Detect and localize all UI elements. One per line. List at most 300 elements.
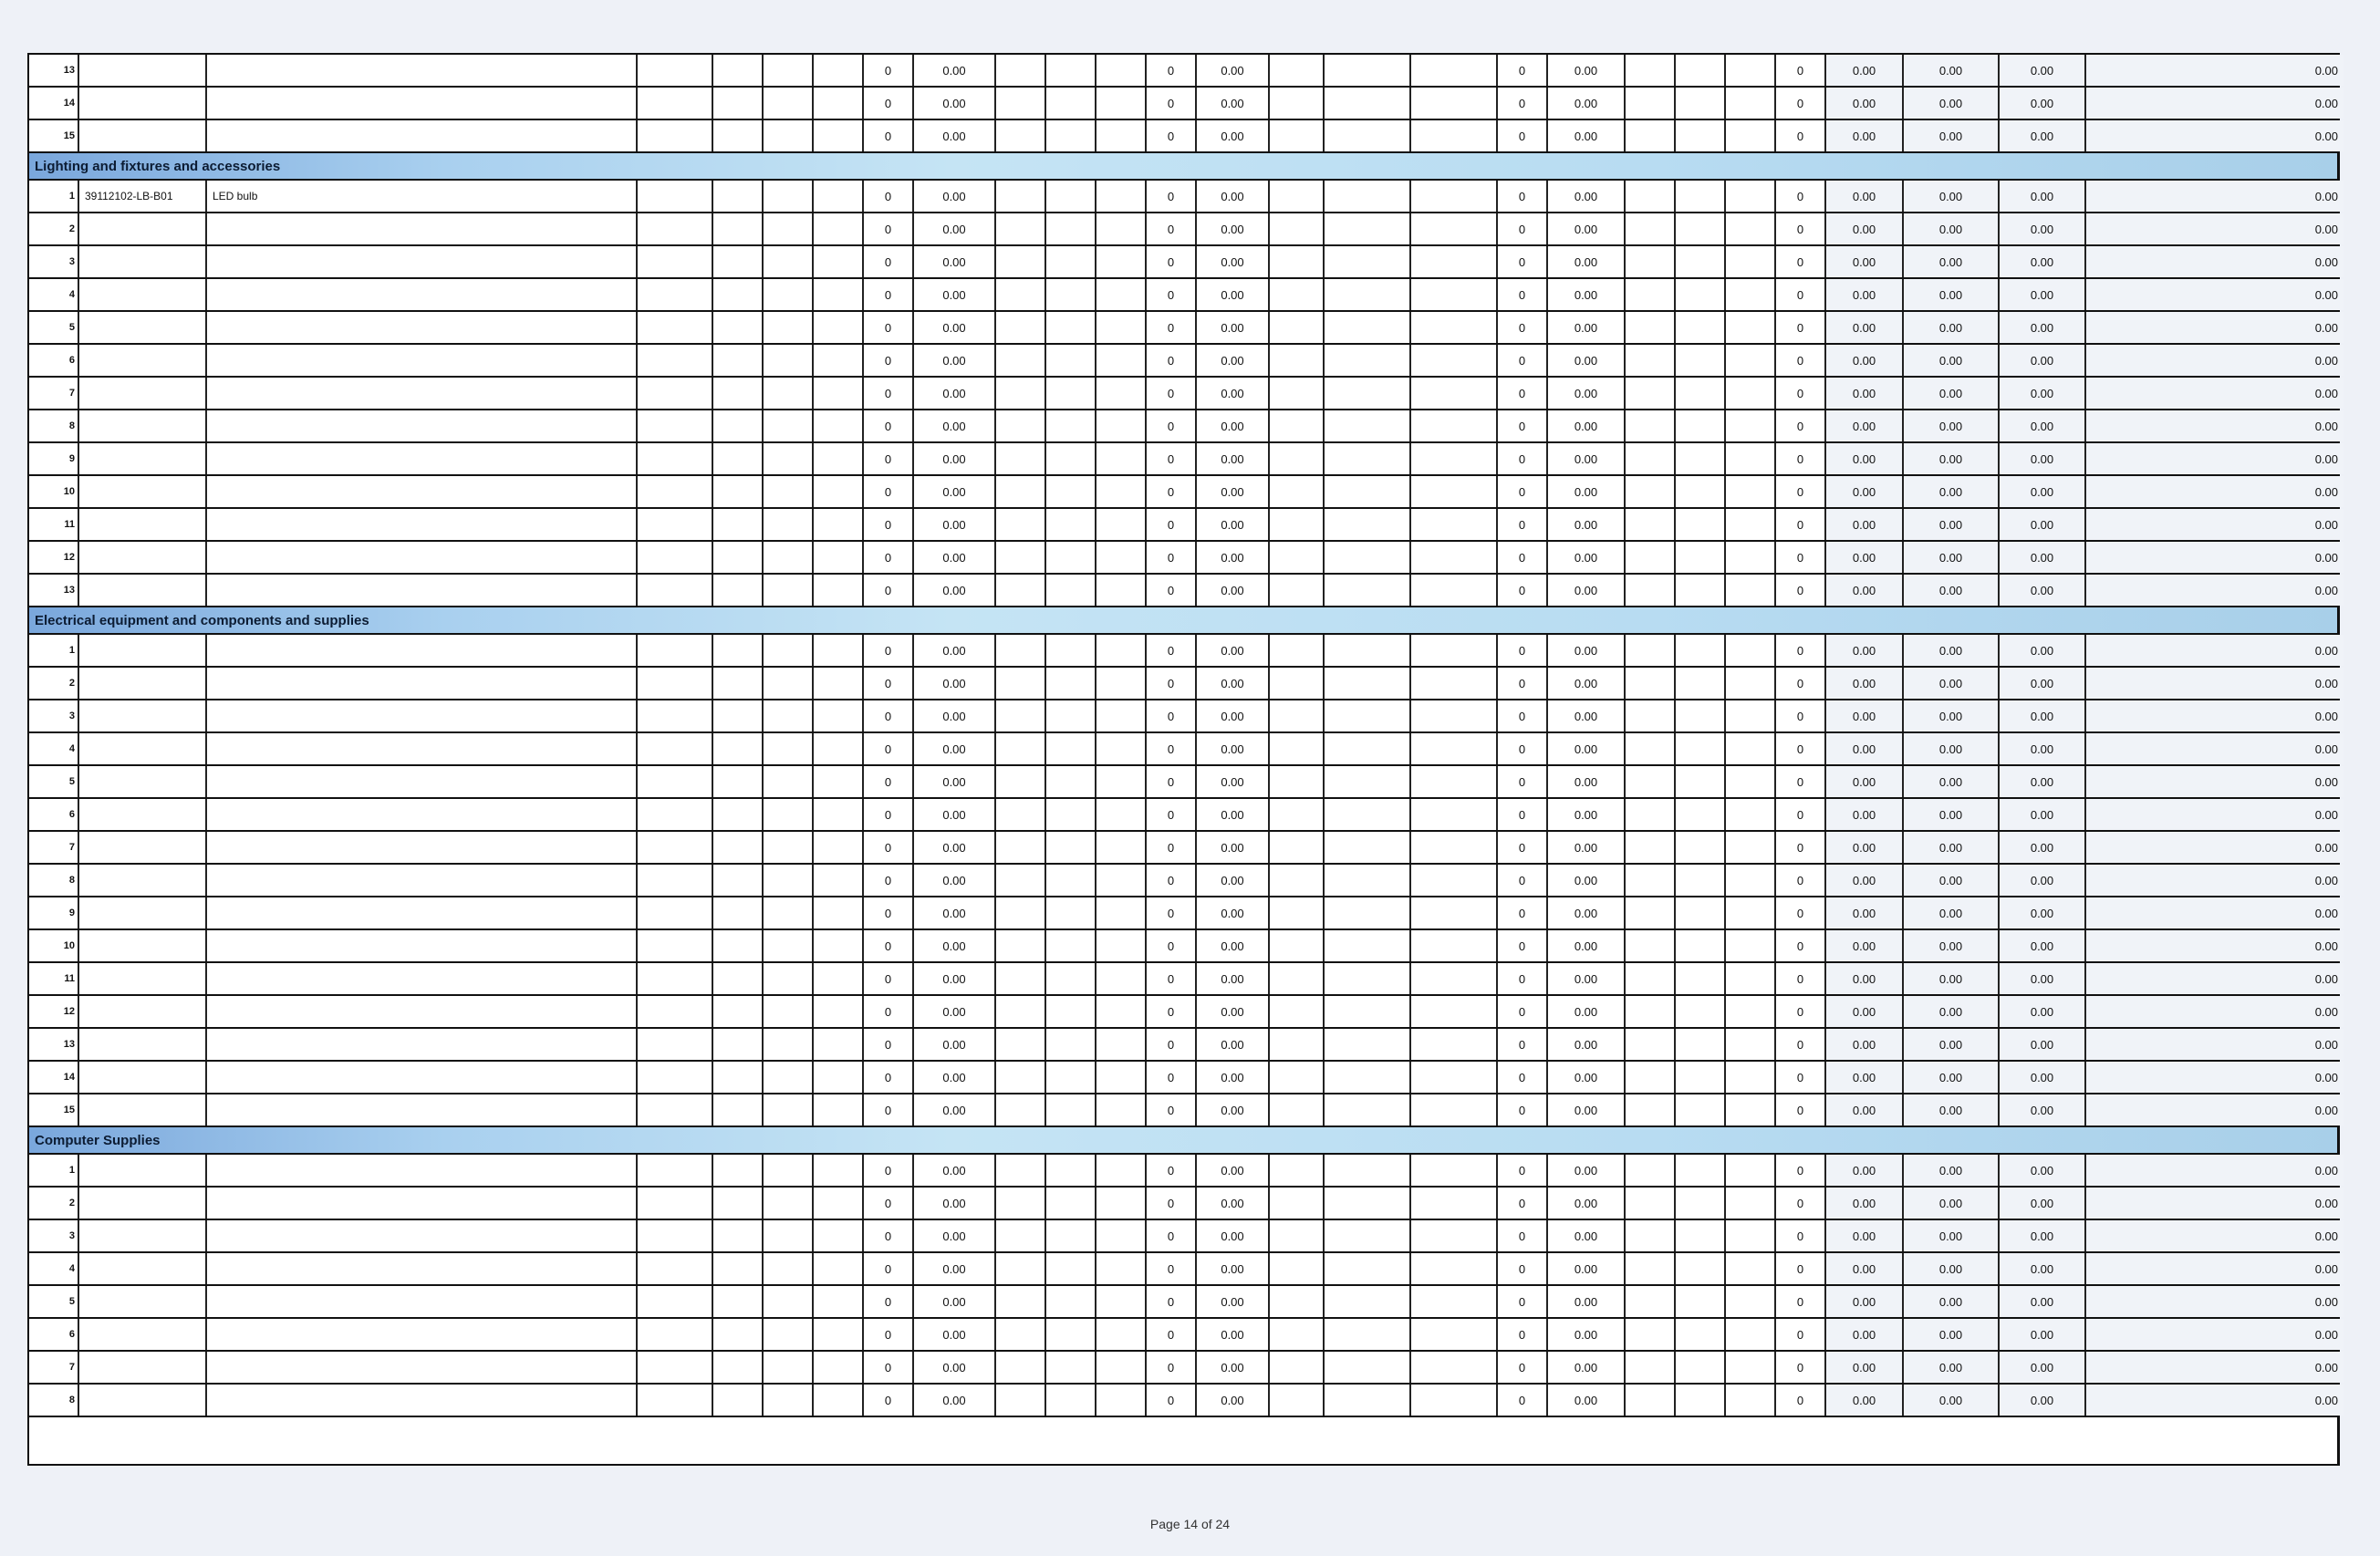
table-row (29, 1062, 2337, 1094)
blank-cell (1726, 865, 1776, 896)
blank-cell (1411, 246, 1498, 277)
blank-cell (1096, 378, 1147, 409)
blank-cell (1270, 443, 1325, 474)
qty-q1-cell: 0 (864, 279, 914, 310)
blank-cell (1411, 668, 1498, 699)
row-number: 7 (29, 1352, 79, 1383)
price-cell (713, 120, 764, 151)
blank-cell (1676, 181, 1726, 212)
blank-cell (764, 312, 814, 343)
blank-cell (764, 766, 814, 797)
blank-cell (1270, 1352, 1325, 1383)
blank-cell (1096, 476, 1147, 507)
total-amount-cell: 0.00 (2000, 766, 2086, 797)
qty-q2-cell: 0 (1147, 1220, 1197, 1251)
amount-q1-cell: 0.00 (914, 575, 996, 606)
blank-cell (764, 1188, 814, 1219)
amount-q1-cell: 0.00 (914, 700, 996, 731)
amount-q3-cell: 0.00 (1548, 1352, 1626, 1383)
qty-q1-cell: 0 (864, 1029, 914, 1060)
unit-cell (638, 1286, 713, 1317)
blank-cell (996, 312, 1046, 343)
blank-cell (814, 1029, 864, 1060)
blank-cell (1676, 897, 1726, 928)
item-description (207, 1155, 638, 1186)
blank-cell (1096, 1253, 1147, 1284)
qty-q1-cell: 0 (864, 476, 914, 507)
blank-cell (1411, 378, 1498, 409)
blank-cell (1325, 181, 1411, 212)
qty-q2-cell: 0 (1147, 476, 1197, 507)
blank-cell (1726, 1319, 1776, 1350)
amount-q4-cell: 0.00 (1826, 668, 1904, 699)
blank-cell (1626, 509, 1676, 540)
qty-q1-cell: 0 (864, 1385, 914, 1416)
amount-q4-cell: 0.00 (1826, 213, 1904, 244)
blank-cell (996, 1094, 1046, 1126)
item-code (79, 865, 207, 896)
qty-q2-cell: 0 (1147, 55, 1197, 86)
blank-cell (1626, 1286, 1676, 1317)
item-code (79, 1029, 207, 1060)
amount-q3-cell: 0.00 (1548, 181, 1626, 212)
qty-q3-cell: 0 (1498, 542, 1548, 573)
blank-cell (764, 410, 814, 441)
amount-q3-cell: 0.00 (1548, 799, 1626, 830)
amount-q4-cell: 0.00 (1826, 930, 1904, 961)
blank-cell (764, 120, 814, 151)
total-amount-cell: 0.00 (2000, 1094, 2086, 1126)
qty-q2-cell: 0 (1147, 246, 1197, 277)
row-number: 11 (29, 963, 79, 994)
blank-cell (996, 378, 1046, 409)
price-cell (713, 996, 764, 1027)
blank-cell (1626, 1253, 1676, 1284)
table-row (29, 246, 2337, 279)
item-description (207, 246, 638, 277)
qty-q1-cell: 0 (864, 120, 914, 151)
blank-cell (1676, 213, 1726, 244)
blank-cell (1676, 963, 1726, 994)
grand-total-cell: 0.00 (2086, 443, 2344, 474)
amount-q1-cell: 0.00 (914, 1253, 996, 1284)
blank-cell (996, 1286, 1046, 1317)
amount-q1-cell: 0.00 (914, 963, 996, 994)
row-number: 1 (29, 635, 79, 666)
qty-q4-cell: 0 (1776, 799, 1826, 830)
qty-q1-cell: 0 (864, 181, 914, 212)
amount-q3-cell: 0.00 (1548, 700, 1626, 731)
amount-q2-cell: 0.00 (1197, 1094, 1270, 1126)
qty-q4-cell: 0 (1776, 1319, 1826, 1350)
blank-cell (1046, 88, 1096, 119)
amount-q4-cell: 0.00 (1826, 865, 1904, 896)
blank-cell (1046, 668, 1096, 699)
blank-cell (1096, 1155, 1147, 1186)
blank-cell (1626, 1319, 1676, 1350)
table-row (29, 1319, 2337, 1352)
qty-q4-cell: 0 (1776, 88, 1826, 119)
qty-q1-cell: 0 (864, 410, 914, 441)
total-amount-cell: 0.00 (2000, 55, 2086, 86)
blank-cell (1411, 55, 1498, 86)
blank-cell (1676, 55, 1726, 86)
blank-cell (1325, 55, 1411, 86)
blank-cell (996, 213, 1046, 244)
qty-q1-cell: 0 (864, 700, 914, 731)
qty-q3-cell: 0 (1498, 575, 1548, 606)
total-qty-cell: 0.00 (1904, 1155, 2000, 1186)
row-number: 5 (29, 1286, 79, 1317)
total-amount-cell: 0.00 (2000, 1155, 2086, 1186)
item-code (79, 635, 207, 666)
blank-cell (814, 213, 864, 244)
price-cell (713, 865, 764, 896)
blank-cell (1676, 246, 1726, 277)
blank-cell (996, 246, 1046, 277)
qty-q1-cell: 0 (864, 766, 914, 797)
total-qty-cell: 0.00 (1904, 345, 2000, 376)
grand-total-cell: 0.00 (2086, 181, 2344, 212)
total-amount-cell: 0.00 (2000, 1253, 2086, 1284)
amount-q2-cell: 0.00 (1197, 1188, 1270, 1219)
qty-q4-cell: 0 (1776, 575, 1826, 606)
total-qty-cell: 0.00 (1904, 668, 2000, 699)
amount-q3-cell: 0.00 (1548, 509, 1626, 540)
qty-q4-cell: 0 (1776, 1029, 1826, 1060)
blank-cell (1096, 1385, 1147, 1416)
blank-cell (1676, 1319, 1726, 1350)
row-number: 14 (29, 88, 79, 119)
grand-total-cell: 0.00 (2086, 930, 2344, 961)
row-number: 7 (29, 378, 79, 409)
amount-q2-cell: 0.00 (1197, 246, 1270, 277)
blank-cell (814, 1220, 864, 1251)
unit-cell (638, 733, 713, 764)
blank-cell (1726, 575, 1776, 606)
item-description: LED bulb (207, 181, 638, 212)
price-cell (713, 1319, 764, 1350)
row-number: 2 (29, 213, 79, 244)
amount-q1-cell: 0.00 (914, 1062, 996, 1093)
blank-cell (996, 733, 1046, 764)
blank-cell (1411, 312, 1498, 343)
price-cell (713, 443, 764, 474)
blank-cell (996, 700, 1046, 731)
table-row (29, 897, 2337, 930)
total-qty-cell: 0.00 (1904, 1029, 2000, 1060)
blank-cell (1270, 575, 1325, 606)
blank-cell (996, 410, 1046, 441)
row-number: 2 (29, 1188, 79, 1219)
blank-cell (1325, 1155, 1411, 1186)
unit-cell (638, 246, 713, 277)
blank-cell (1626, 246, 1676, 277)
qty-q1-cell: 0 (864, 668, 914, 699)
qty-q2-cell: 0 (1147, 378, 1197, 409)
blank-cell (814, 1253, 864, 1284)
blank-cell (1270, 55, 1325, 86)
amount-q4-cell: 0.00 (1826, 279, 1904, 310)
blank-cell (1270, 1188, 1325, 1219)
price-cell (713, 476, 764, 507)
blank-cell (764, 865, 814, 896)
blank-cell (1626, 930, 1676, 961)
blank-cell (1676, 635, 1726, 666)
qty-q4-cell: 0 (1776, 410, 1826, 441)
blank-cell (1411, 1062, 1498, 1093)
blank-cell (1096, 1352, 1147, 1383)
blank-cell (1325, 897, 1411, 928)
qty-q4-cell: 0 (1776, 1094, 1826, 1126)
item-code (79, 700, 207, 731)
blank-cell (1726, 1220, 1776, 1251)
blank-cell (1270, 213, 1325, 244)
qty-q3-cell: 0 (1498, 1220, 1548, 1251)
section-title: Electrical equipment and components and supplies (35, 612, 369, 628)
blank-cell (1411, 213, 1498, 244)
item-code (79, 55, 207, 86)
blank-cell (814, 963, 864, 994)
blank-cell (1626, 476, 1676, 507)
amount-q2-cell: 0.00 (1197, 312, 1270, 343)
total-qty-cell: 0.00 (1904, 1352, 2000, 1383)
blank-cell (996, 897, 1046, 928)
blank-cell (1626, 897, 1676, 928)
blank-cell (996, 1253, 1046, 1284)
amount-q2-cell: 0.00 (1197, 345, 1270, 376)
blank-cell (1096, 345, 1147, 376)
blank-cell (1046, 700, 1096, 731)
qty-q1-cell: 0 (864, 443, 914, 474)
blank-cell (1096, 55, 1147, 86)
item-description (207, 1253, 638, 1284)
item-code (79, 832, 207, 863)
blank-cell (1046, 55, 1096, 86)
grand-total-cell: 0.00 (2086, 476, 2344, 507)
qty-q4-cell: 0 (1776, 733, 1826, 764)
qty-q4-cell: 0 (1776, 181, 1826, 212)
blank-cell (814, 1188, 864, 1219)
blank-cell (1096, 1220, 1147, 1251)
table-row (29, 996, 2337, 1029)
blank-cell (814, 88, 864, 119)
amount-q2-cell: 0.00 (1197, 410, 1270, 441)
unit-cell (638, 120, 713, 151)
qty-q1-cell: 0 (864, 1220, 914, 1251)
blank-cell (1411, 963, 1498, 994)
qty-q3-cell: 0 (1498, 865, 1548, 896)
page-footer: Page 14 of 24 (1149, 1517, 1231, 1531)
qty-q3-cell: 0 (1498, 120, 1548, 151)
price-cell (713, 312, 764, 343)
amount-q1-cell: 0.00 (914, 312, 996, 343)
qty-q2-cell: 0 (1147, 1352, 1197, 1383)
blank-cell (1676, 575, 1726, 606)
amount-q3-cell: 0.00 (1548, 443, 1626, 474)
blank-cell (1726, 1029, 1776, 1060)
blank-cell (1411, 1319, 1498, 1350)
blank-cell (1726, 963, 1776, 994)
total-amount-cell: 0.00 (2000, 542, 2086, 573)
blank-cell (1096, 88, 1147, 119)
qty-q4-cell: 0 (1776, 1286, 1826, 1317)
qty-q2-cell: 0 (1147, 1155, 1197, 1186)
blank-cell (1046, 1029, 1096, 1060)
blank-cell (1676, 1352, 1726, 1383)
blank-cell (1270, 279, 1325, 310)
blank-cell (1411, 832, 1498, 863)
blank-cell (1676, 865, 1726, 896)
total-qty-cell: 0.00 (1904, 1385, 2000, 1416)
total-amount-cell: 0.00 (2000, 476, 2086, 507)
qty-q4-cell: 0 (1776, 1062, 1826, 1093)
blank-cell (996, 542, 1046, 573)
blank-cell (814, 799, 864, 830)
amount-q1-cell: 0.00 (914, 832, 996, 863)
table-row (29, 1155, 2337, 1188)
amount-q4-cell: 0.00 (1826, 1385, 1904, 1416)
row-number: 13 (29, 575, 79, 606)
amount-q1-cell: 0.00 (914, 476, 996, 507)
total-qty-cell: 0.00 (1904, 897, 2000, 928)
blank-cell (814, 668, 864, 699)
amount-q2-cell: 0.00 (1197, 1352, 1270, 1383)
blank-cell (1270, 542, 1325, 573)
item-description (207, 700, 638, 731)
amount-q1-cell: 0.00 (914, 213, 996, 244)
total-qty-cell: 0.00 (1904, 120, 2000, 151)
item-description (207, 1352, 638, 1383)
qty-q1-cell: 0 (864, 635, 914, 666)
grand-total-cell: 0.00 (2086, 799, 2344, 830)
unit-cell (638, 1220, 713, 1251)
qty-q4-cell: 0 (1776, 1253, 1826, 1284)
total-amount-cell: 0.00 (2000, 410, 2086, 441)
item-description (207, 1220, 638, 1251)
item-code (79, 799, 207, 830)
grand-total-cell: 0.00 (2086, 865, 2344, 896)
blank-cell (1270, 1253, 1325, 1284)
item-code (79, 963, 207, 994)
total-amount-cell: 0.00 (2000, 1220, 2086, 1251)
table-row (29, 88, 2337, 120)
blank-cell (764, 930, 814, 961)
amount-q3-cell: 0.00 (1548, 542, 1626, 573)
blank-cell (1626, 996, 1676, 1027)
blank-cell (1270, 509, 1325, 540)
amount-q4-cell: 0.00 (1826, 246, 1904, 277)
blank-cell (1325, 279, 1411, 310)
unit-cell (638, 963, 713, 994)
amount-q1-cell: 0.00 (914, 55, 996, 86)
section-header (29, 153, 2337, 181)
grand-total-cell: 0.00 (2086, 246, 2344, 277)
price-cell (713, 635, 764, 666)
qty-q1-cell: 0 (864, 345, 914, 376)
blank-cell (996, 1188, 1046, 1219)
amount-q4-cell: 0.00 (1826, 1062, 1904, 1093)
blank-cell (1411, 509, 1498, 540)
blank-cell (1325, 996, 1411, 1027)
amount-q1-cell: 0.00 (914, 279, 996, 310)
blank-cell (764, 733, 814, 764)
blank-cell (1046, 1155, 1096, 1186)
blank-cell (814, 312, 864, 343)
grand-total-cell: 0.00 (2086, 1385, 2344, 1416)
blank-cell (764, 832, 814, 863)
blank-cell (1325, 963, 1411, 994)
blank-cell (1270, 832, 1325, 863)
total-amount-cell: 0.00 (2000, 1319, 2086, 1350)
table-row (29, 1385, 2337, 1417)
blank-cell (996, 120, 1046, 151)
blank-cell (1726, 1188, 1776, 1219)
grand-total-cell: 0.00 (2086, 88, 2344, 119)
total-amount-cell: 0.00 (2000, 1286, 2086, 1317)
qty-q2-cell: 0 (1147, 635, 1197, 666)
blank-cell (1411, 1094, 1498, 1126)
blank-cell (1626, 1155, 1676, 1186)
qty-q4-cell: 0 (1776, 509, 1826, 540)
qty-q1-cell: 0 (864, 312, 914, 343)
item-code (79, 378, 207, 409)
qty-q3-cell: 0 (1498, 1062, 1548, 1093)
blank-cell (1626, 700, 1676, 731)
qty-q3-cell: 0 (1498, 700, 1548, 731)
total-qty-cell: 0.00 (1904, 865, 2000, 896)
table-row (29, 1352, 2337, 1385)
item-description (207, 443, 638, 474)
blank-cell (1726, 766, 1776, 797)
amount-q4-cell: 0.00 (1826, 1094, 1904, 1126)
row-number: 7 (29, 832, 79, 863)
amount-q2-cell: 0.00 (1197, 542, 1270, 573)
blank-cell (1270, 897, 1325, 928)
grand-total-cell: 0.00 (2086, 635, 2344, 666)
blank-cell (1046, 1062, 1096, 1093)
item-code (79, 410, 207, 441)
blank-cell (1046, 181, 1096, 212)
blank-cell (1726, 996, 1776, 1027)
blank-cell (996, 766, 1046, 797)
blank-cell (764, 181, 814, 212)
row-number: 8 (29, 410, 79, 441)
qty-q4-cell: 0 (1776, 1188, 1826, 1219)
blank-cell (1046, 799, 1096, 830)
blank-cell (1726, 378, 1776, 409)
row-number: 3 (29, 700, 79, 731)
amount-q4-cell: 0.00 (1826, 1286, 1904, 1317)
blank-cell (1626, 542, 1676, 573)
price-cell (713, 668, 764, 699)
qty-q3-cell: 0 (1498, 668, 1548, 699)
total-qty-cell: 0.00 (1904, 542, 2000, 573)
amount-q1-cell: 0.00 (914, 1029, 996, 1060)
table-row (29, 120, 2337, 153)
item-description (207, 55, 638, 86)
item-description (207, 279, 638, 310)
grand-total-cell: 0.00 (2086, 1319, 2344, 1350)
qty-q1-cell: 0 (864, 897, 914, 928)
blank-cell (1726, 213, 1776, 244)
blank-cell (1096, 181, 1147, 212)
amount-q2-cell: 0.00 (1197, 963, 1270, 994)
table-row (29, 55, 2337, 88)
qty-q2-cell: 0 (1147, 1094, 1197, 1126)
amount-q2-cell: 0.00 (1197, 865, 1270, 896)
item-description (207, 1385, 638, 1416)
